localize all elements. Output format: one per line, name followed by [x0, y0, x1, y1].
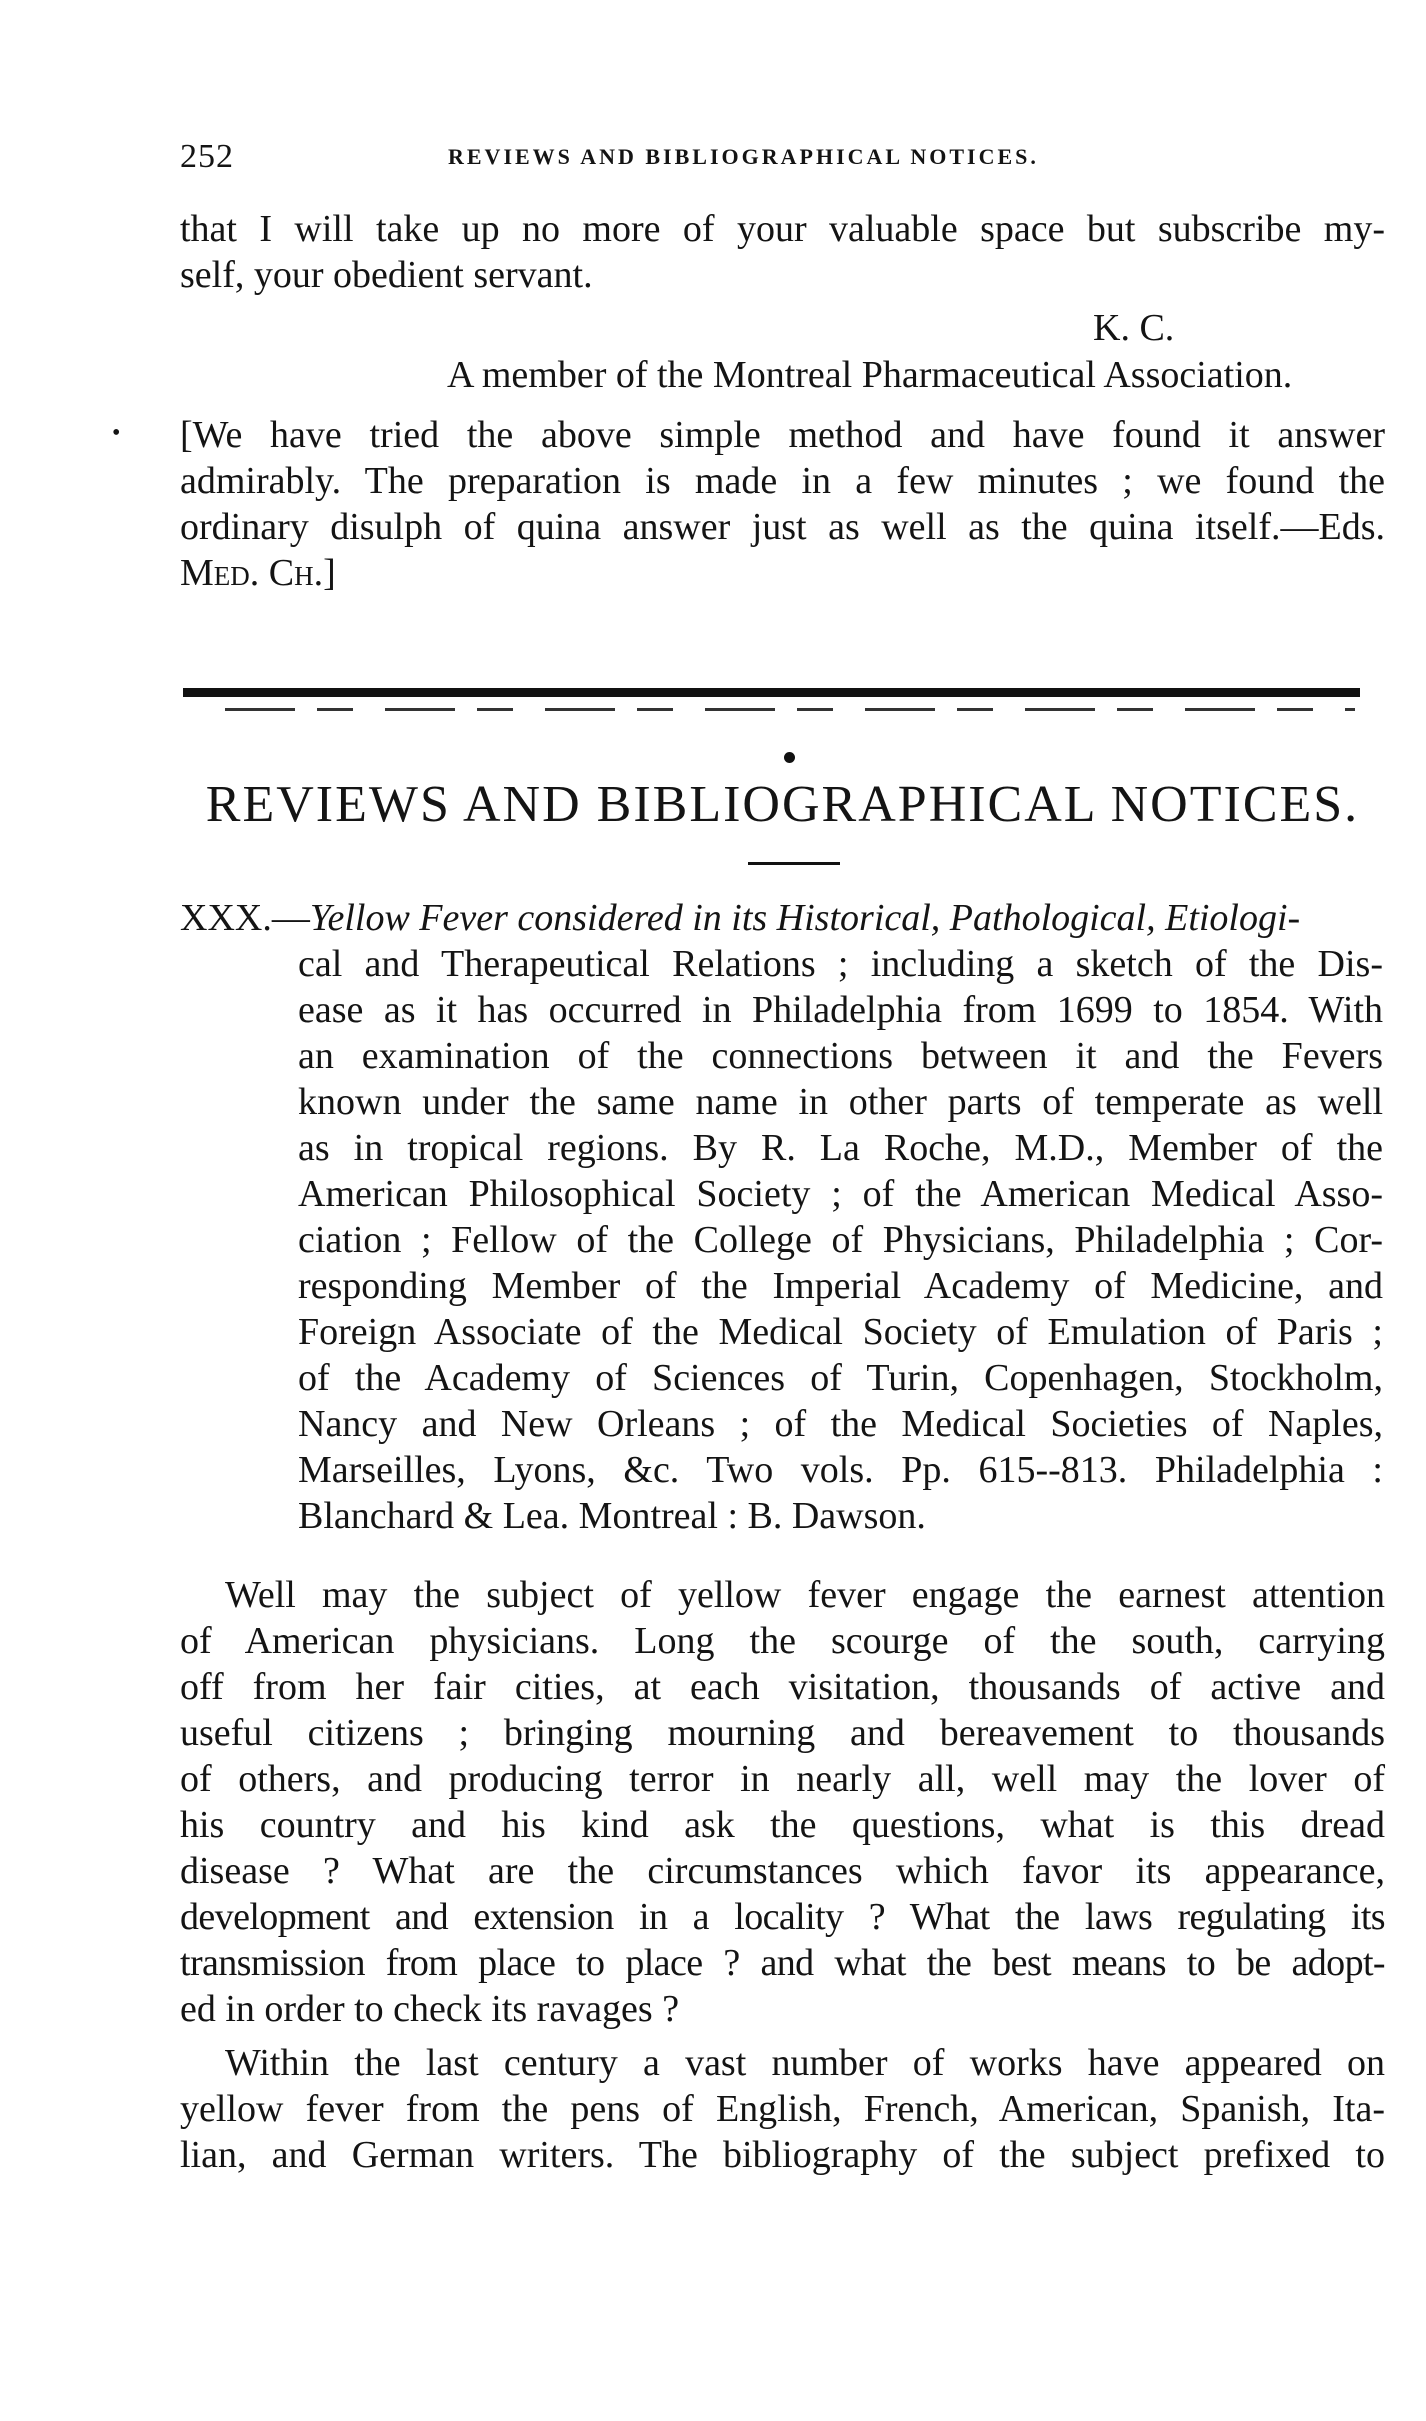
- letter-line: that I will take up no more of your valuable space but subscribe my-: [180, 208, 1385, 250]
- citation-title-start: Yellow Fever considered in its Historical, Pathological, Etiologi-: [309, 897, 1301, 939]
- citation-line: Marseilles, Lyons, &c. Two vols. Pp. 615--813. Philadelphia :: [298, 1449, 1383, 1491]
- editor-note-line: Med. Ch.]: [180, 552, 336, 594]
- letter-affiliation: A member of the Montreal Pharmaceutical Association.: [447, 354, 1293, 396]
- citation-line: Foreign Associate of the Medical Society of Emulation of Paris ;: [298, 1311, 1383, 1353]
- editor-note-line: admirably. The preparation is made in a few minutes ; we found the: [180, 460, 1385, 502]
- body-line: of others, and producing terror in nearly all, well may the lover of: [180, 1758, 1385, 1800]
- running-head: [180, 138, 1360, 178]
- citation-line: as in tropical regions. By R. La Roche, M.D., Member of the: [298, 1127, 1383, 1169]
- citation-line: an examination of the connections between it and the Fevers: [298, 1035, 1383, 1077]
- title-ornament-dot: [784, 752, 795, 763]
- title-short-rule: [748, 862, 840, 865]
- section-rule-broken: [225, 708, 1355, 711]
- editor-note-line: ordinary disulph of quina answer just as well as the quina itself.—Eds.: [180, 506, 1385, 548]
- margin-bullet-mark: •: [112, 420, 121, 446]
- citation-line: responding Member of the Imperial Academy of Medicine, and: [298, 1265, 1383, 1307]
- letter-line: self, your obedient servant.: [180, 254, 593, 296]
- body-line: useful citizens ; bringing mourning and bereavement to thousands: [180, 1712, 1385, 1754]
- citation-line: ease as it has occurred in Philadelphia from 1699 to 1854. With: [298, 989, 1383, 1031]
- running-head-title: REVIEWS AND BIBLIOGRAPHICAL NOTICES.: [448, 144, 1039, 169]
- citation-line: known under the same name in other parts of temperate as well: [298, 1081, 1383, 1123]
- body-line: off from her fair cities, at each visitation, thousands of active and: [180, 1666, 1385, 1708]
- editor-note-line: [We have tried the above simple method and have found it answer: [180, 414, 1385, 456]
- section-rule: [183, 688, 1360, 697]
- body-line: ed in order to check its ravages ?: [180, 1988, 680, 2030]
- body-line: transmission from place to place ? and what the best means to be adopt-: [180, 1942, 1385, 1984]
- page-number: 252: [180, 138, 234, 175]
- citation-number: XXX.—: [180, 897, 310, 939]
- body-line: development and extension in a locality ? What the laws regulating its: [180, 1896, 1385, 1938]
- section-title: REVIEWS AND BIBLIOGRAPHICAL NOTICES.: [205, 776, 1360, 833]
- letter-signature: K. C.: [1093, 307, 1175, 349]
- body-line: of American physicians. Long the scourge of the south, carrying: [180, 1620, 1385, 1662]
- citation-line: Nancy and New Orleans ; of the Medical Societies of Naples,: [298, 1403, 1383, 1445]
- body-line: yellow fever from the pens of English, French, American, Spanish, Ita-: [180, 2088, 1385, 2130]
- citation-first-line: [180, 895, 1385, 941]
- citation-line: ciation ; Fellow of the College of Physicians, Philadelphia ; Cor-: [298, 1219, 1383, 1261]
- citation-line: cal and Therapeutical Relations ; including a sketch of the Dis-: [298, 943, 1383, 985]
- body-line: Well may the subject of yellow fever engage the earnest attention: [225, 1574, 1385, 1616]
- body-line: lian, and German writers. The bibliography of the subject prefixed to: [180, 2134, 1385, 2176]
- body-line: his country and his kind ask the questions, what is this dread: [180, 1804, 1385, 1846]
- body-line: disease ? What are the circumstances which favor its appearance,: [180, 1850, 1385, 1892]
- body-line: Within the last century a vast number of works have appeared on: [225, 2042, 1385, 2084]
- citation-line: American Philosophical Society ; of the American Medical Asso-: [298, 1173, 1383, 1215]
- citation-line: Blanchard & Lea. Montreal : B. Dawson.: [298, 1495, 926, 1537]
- citation-line: of the Academy of Sciences of Turin, Copenhagen, Stockholm,: [298, 1357, 1383, 1399]
